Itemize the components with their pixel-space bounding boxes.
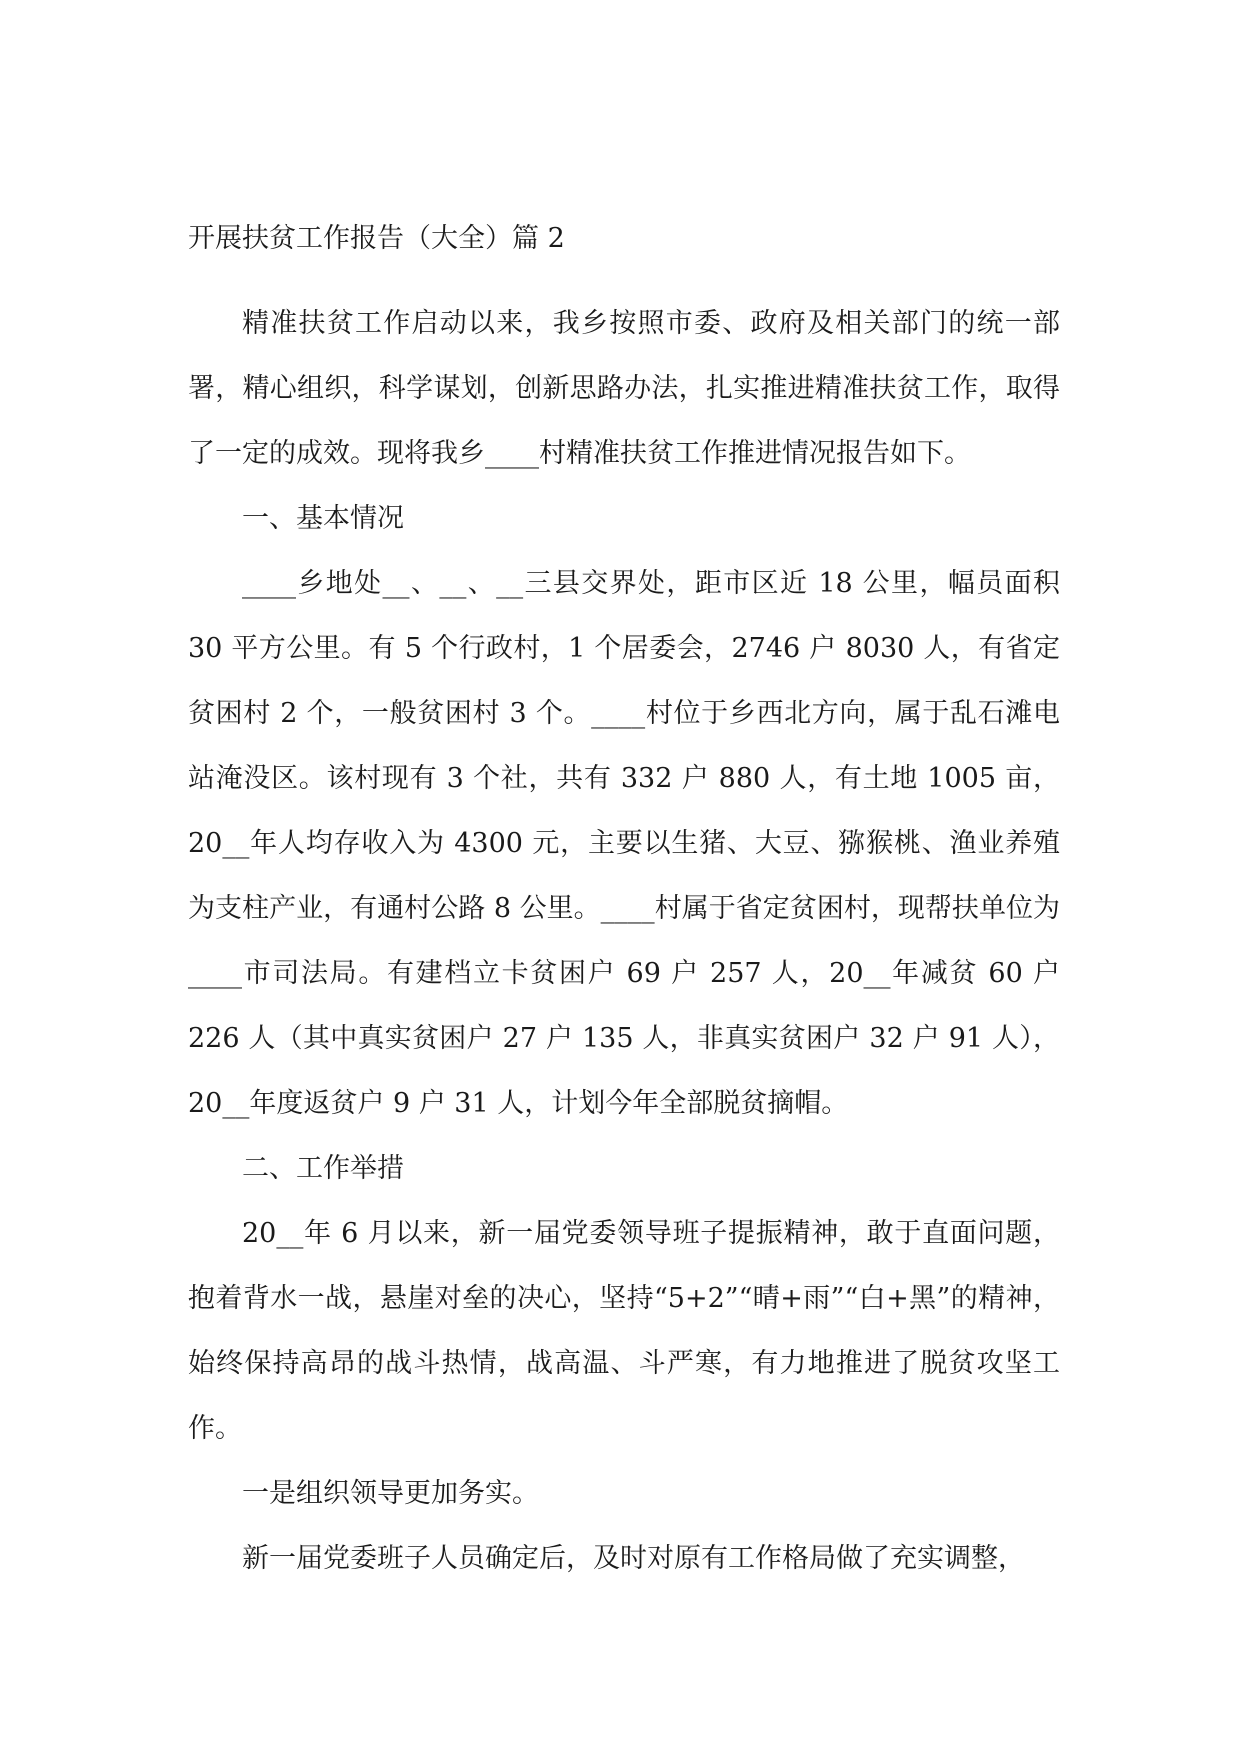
section-heading-work-measures: 二、工作举措 [242,1153,404,1184]
paragraph-basic-situation: ____乡地处__、__、__三县交界处，距市区近 18 公里，幅员面积 30 平方公里。有 5 个行政村，1 个居委会，2746 户 8030 人，有省定贫困村 2 个，一般贫困村 3 个。____村位于乡西北方向，属于乱石滩电站淹没区。该村现有 3 个社，共有 332 户 880 人，有土地 1005 亩，20__年人均存收入为 4300 元，主要以生猪、大豆、猕猴桃、渔业养殖为支柱产业，有通村公路 8 公里。____村属于省定贫困村，现帮扶单位为____市司法局。有建档立卡贫困户 69 户 257 人，20__年减贫 60 户 226 人（其中真实贫困户 27 户 135 人，非真实贫困户 32 户 91 人），20__年度返贫户 9 户 31 人，计划今年全部脱贫摘帽。 [188,568,1060,1119]
paragraph-organization: 新一届党委班子人员确定后，及时对原有工作格局做了充实调整， [242,1543,1025,1574]
section-heading-basic-situation: 一、基本情况 [242,503,404,534]
paragraph-work-measures: 20__年 6 月以来，新一届党委领导班子提振精神，敢于直面问题，抱着背水一战，悬崖对垒的决心，坚持“5+2”“晴+雨”“白+黑”的精神，始终保持高昂的战斗热情，战高温、斗严寒，有力地推进了脱贫攻坚工作。 [188,1218,1060,1444]
document-body [188,224,1060,1591]
paragraph-intro: 精准扶贫工作启动以来，我乡按照市委、政府及相关部门的统一部署，精心组织，科学谋划，创新思路办法，扎实推进精准扶贫工作，取得了一定的成效。现将我乡____村精准扶贫工作推进情况报告如下。 [188,308,1060,469]
subheading-organization: 一是组织领导更加务实。 [242,1478,539,1509]
document-title: 开展扶贫工作报告（大全）篇 2 [188,223,565,254]
